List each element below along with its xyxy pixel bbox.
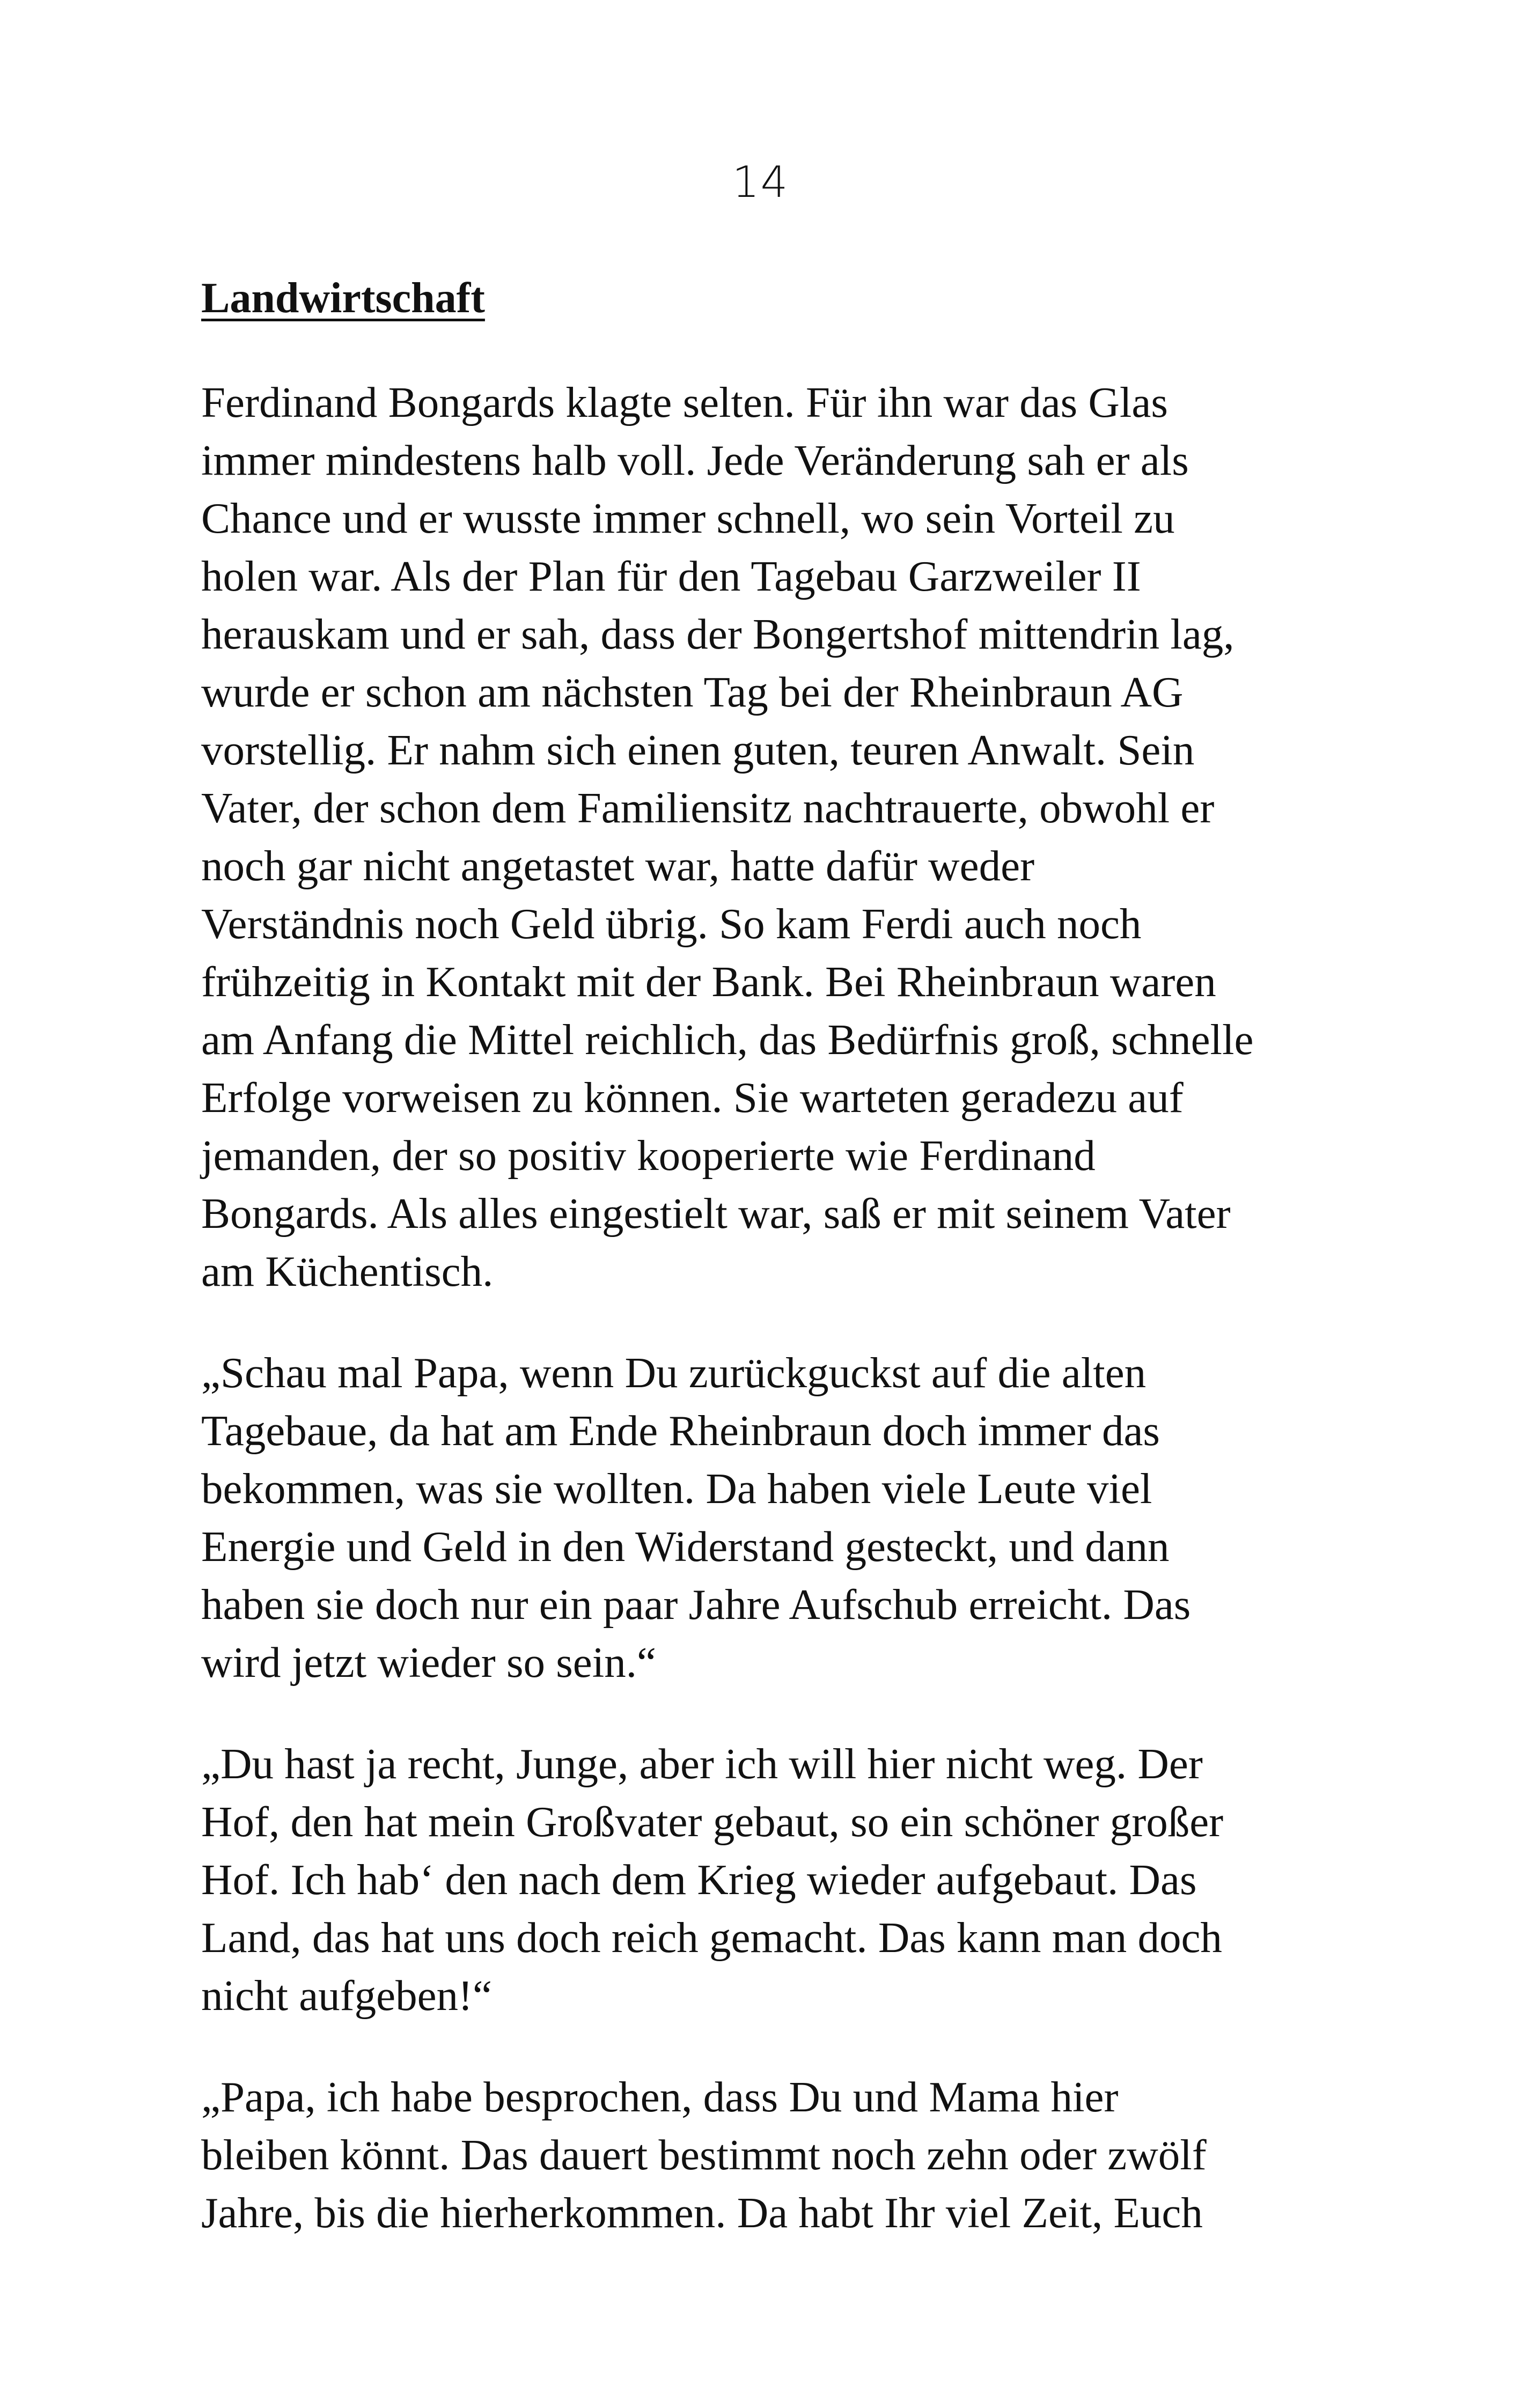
text-line: „Schau mal Papa, wenn Du zurückguckst auf die alten [201, 1349, 1147, 1397]
paragraph [201, 1344, 1400, 1691]
text-line: wird jetzt wieder so sein.“ [201, 1638, 656, 1687]
text-line: Erfolge vorweisen zu können. Sie warteten geradezu auf [201, 1073, 1184, 1122]
text-line: Hof. Ich hab‘ den nach dem Krieg wieder aufgebaut. Das [201, 1855, 1197, 1904]
text-line: „Papa, ich habe besprochen, dass Du und Mama hier [201, 2073, 1119, 2121]
text-line: holen war. Als der Plan für den Tagebau Garzweiler II [201, 552, 1141, 600]
text-line: Vater, der schon dem Familiensitz nachtrauerte, obwohl er [201, 784, 1215, 832]
text-line: am Anfang die Mittel reichlich, das Bedürfnis groß, schnelle [201, 1015, 1254, 1064]
text-line: wurde er schon am nächsten Tag bei der Rheinbraun AG [201, 668, 1184, 716]
page-number: 14 [732, 157, 789, 207]
text-line: „Du hast ja recht, Junge, aber ich will hier nicht weg. Der [201, 1740, 1203, 1788]
text-line: Tagebaue, da hat am Ende Rheinbraun doch immer das [201, 1406, 1160, 1455]
text-line: noch gar nicht angetastet war, hatte dafür weder [201, 842, 1035, 890]
text-line: Jahre, bis die hierherkommen. Da habt Ihr viel Zeit, Euch [201, 2189, 1203, 2237]
text-line: herauskam und er sah, dass der Bongertshof mittendrin lag, [201, 610, 1235, 658]
chapter-title: Landwirtschaft [201, 275, 485, 322]
text-line: Ferdinand Bongards klagte selten. Für ihn war das Glas [201, 378, 1168, 426]
text-line: immer mindestens halb voll. Jede Veränderung sah er als [201, 436, 1189, 484]
text-line: vorstellig. Er nahm sich einen guten, teuren Anwalt. Sein [201, 726, 1195, 774]
text-line: bleiben könnt. Das dauert bestimmt noch zehn oder zwölf [201, 2131, 1207, 2179]
text-line: Land, das hat uns doch reich gemacht. Das kann man doch [201, 1913, 1222, 1962]
paragraph-list [201, 373, 1400, 2242]
text-line: haben sie doch nur ein paar Jahre Aufschub erreicht. Das [201, 1580, 1191, 1629]
page-content [201, 269, 1400, 2285]
text-line: nicht aufgeben!“ [201, 1971, 492, 2020]
paragraph [201, 1735, 1400, 2024]
text-line: Hof, den hat mein Großvater gebaut, so ein schöner großer [201, 1798, 1224, 1846]
paragraph [201, 373, 1400, 1300]
text-line: Verständnis noch Geld übrig. So kam Ferdi auch noch [201, 900, 1142, 948]
text-line: bekommen, was sie wollten. Da haben viele Leute viel [201, 1464, 1152, 1513]
text-line: Bongards. Als alles eingestielt war, saß er mit seinem Vater [201, 1189, 1231, 1238]
paragraph [201, 2068, 1400, 2242]
text-line: frühzeitig in Kontakt mit der Bank. Bei Rheinbraun waren [201, 958, 1216, 1006]
text-line: Energie und Geld in den Widerstand gesteckt, und dann [201, 1522, 1170, 1571]
text-line: Chance und er wusste immer schnell, wo sein Vorteil zu [201, 494, 1175, 542]
text-line: jemanden, der so positiv kooperierte wie Ferdinand [201, 1131, 1096, 1180]
text-line: am Küchentisch. [201, 1247, 494, 1295]
